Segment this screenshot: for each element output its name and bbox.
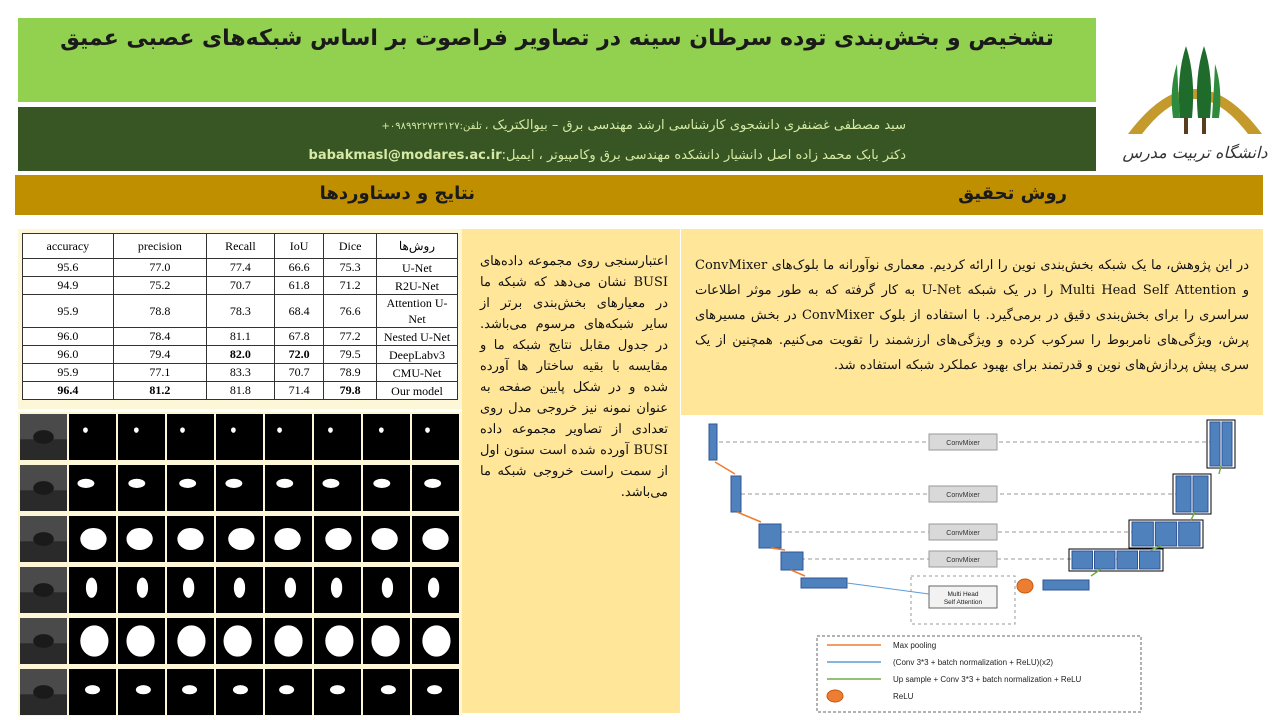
- metric-cell: 79.5: [324, 346, 377, 364]
- conv-arrow: [847, 583, 929, 594]
- metric-cell: 81.1: [206, 328, 274, 346]
- university-logo: [1120, 24, 1270, 170]
- decoder-block: [1210, 422, 1220, 466]
- decoder-block: [1132, 522, 1153, 546]
- method-name-cell: CMU-Net: [377, 364, 458, 382]
- segmentation-mask: [69, 618, 116, 664]
- segmentation-mask: [265, 516, 312, 562]
- segmentation-mask: [118, 669, 165, 715]
- table-header-row: [23, 234, 458, 259]
- segmentation-mask: [265, 618, 312, 664]
- segmentation-mask: [314, 567, 361, 613]
- segmentation-samples-grid: [18, 412, 462, 716]
- decoder-block: [1095, 551, 1116, 569]
- segmentation-mask: [69, 669, 116, 715]
- segmentation-mask: [412, 465, 459, 511]
- metric-cell: 79.4: [113, 346, 206, 364]
- legend-label: (Conv 3*3 + batch normalization + ReLU)(x2): [893, 658, 1054, 667]
- section-header-bar: [15, 175, 1263, 215]
- maxpool-arrow: [715, 462, 735, 474]
- metric-cell: 76.6: [324, 295, 377, 328]
- segmentation-mask: [118, 618, 165, 664]
- decoder-block: [1222, 422, 1232, 466]
- convmixer-label: ConvMixer: [946, 492, 980, 499]
- metric-cell: 77.2: [324, 328, 377, 346]
- author1-phone: ، تلفن:۰۹۸۹۹۲۲۷۲۳۱۲۷+: [381, 121, 489, 132]
- metric-cell: 77.1: [113, 364, 206, 382]
- metric-cell: 70.7: [274, 364, 323, 382]
- architecture-diagram: [681, 416, 1263, 716]
- metric-cell: 66.6: [274, 259, 323, 277]
- decoder-block: [1043, 580, 1089, 590]
- method-paragraph: در این پژوهش، ما یک شبکه بخش‌بندی نوین را ارائه کردیم. معماری نوآورانه ما بلوک‌های ConvMixer و Multi Head Self Attention را در یک شبکه U-Net به کار گرفته که به طور موثر اطلاعات سراسری را برای بخش‌بندی دقیق در برمی‌گیرد. با استفاده از بلوک ConvMixer در بخش مسیرهای پرش، ویژگی‌های نامربوط را سرکوب کرده و ویژگی‌های ارزشمند را تقویت می‌کنیم. همچنین از یک سری پیش پردازش‌های نوین و قدرتمند برای بهبود عملکرد شبکه استفاده شد.: [695, 258, 1249, 373]
- results-table: [22, 233, 458, 400]
- segmentation-mask: [363, 414, 410, 460]
- metric-cell: 67.8: [274, 328, 323, 346]
- convmixer-label: ConvMixer: [946, 557, 980, 564]
- segmentation-mask: [412, 414, 459, 460]
- legend-label: Max pooling: [893, 641, 937, 650]
- segmentation-mask: [216, 414, 263, 460]
- segmentation-mask: [69, 414, 116, 460]
- author1-name: سید مصطفی غضنفری دانشجوی کارشناسی ارشد مهندسی برق – بیوالکتریک: [488, 118, 906, 133]
- method-name-cell: Our model: [377, 382, 458, 400]
- table-row: [23, 328, 458, 346]
- segmentation-mask: [118, 516, 165, 562]
- metric-cell: 70.7: [206, 277, 274, 295]
- segmentation-mask: [314, 414, 361, 460]
- table-header-cell: IoU: [274, 234, 323, 259]
- metric-cell: 78.8: [113, 295, 206, 328]
- method-name-cell: Nested U-Net: [377, 328, 458, 346]
- segmentation-mask: [412, 516, 459, 562]
- legend-label: Up sample + Conv 3*3 + batch normalization + ReLU: [893, 675, 1082, 684]
- mhsa-label-2: Self Attention: [943, 599, 983, 606]
- segmentation-mask: [412, 669, 459, 715]
- decoder-block: [1072, 551, 1093, 569]
- method-name-cell: DeepLabv3: [377, 346, 458, 364]
- segmentation-mask: [363, 465, 410, 511]
- segmentation-mask: [363, 516, 410, 562]
- segmentation-mask: [265, 414, 312, 460]
- segmentation-mask: [412, 618, 459, 664]
- decoder-block: [1155, 522, 1176, 546]
- table-row: [23, 295, 458, 328]
- method-name-cell: Attention U-Net: [377, 295, 458, 328]
- mhsa-label-1: Multi Head: [947, 591, 979, 598]
- encoder-block: [709, 424, 717, 460]
- encoder-block: [731, 476, 741, 512]
- table-header-cell: precision: [113, 234, 206, 259]
- ultrasound-image: [20, 669, 67, 715]
- ultrasound-image: [20, 567, 67, 613]
- segmentation-mask: [167, 465, 214, 511]
- segmentation-mask: [412, 567, 459, 613]
- convmixer-label: ConvMixer: [946, 440, 980, 447]
- segmentation-mask: [118, 567, 165, 613]
- metric-cell: 71.2: [324, 277, 377, 295]
- upsample-arrow: [1191, 512, 1195, 520]
- metric-cell: 96.0: [23, 328, 114, 346]
- metric-cell: 77.4: [206, 259, 274, 277]
- results-table-container: [18, 229, 462, 409]
- metric-cell: 71.4: [274, 382, 323, 400]
- segmentation-mask: [363, 669, 410, 715]
- maxpool-arrow: [737, 512, 761, 522]
- segmentation-mask: [265, 567, 312, 613]
- authors-banner: [18, 107, 1096, 171]
- table-row: [23, 346, 458, 364]
- author-line-1: [381, 118, 906, 133]
- method-box: [681, 229, 1263, 415]
- table-row: [23, 382, 458, 400]
- segmentation-mask: [314, 465, 361, 511]
- metric-cell: 82.0: [206, 346, 274, 364]
- logo-text: دانشگاه تربیت مدرس: [1122, 143, 1268, 162]
- segmentation-mask: [216, 669, 263, 715]
- metric-cell: 95.6: [23, 259, 114, 277]
- segmentation-mask: [265, 465, 312, 511]
- table-row: [23, 277, 458, 295]
- ultrasound-image: [20, 465, 67, 511]
- metric-cell: 94.9: [23, 277, 114, 295]
- legend-relu-marker: [827, 690, 843, 702]
- metric-cell: 78.3: [206, 295, 274, 328]
- metric-cell: 78.9: [324, 364, 377, 382]
- table-header-cell: Dice: [324, 234, 377, 259]
- metric-cell: 78.4: [113, 328, 206, 346]
- metric-cell: 75.2: [113, 277, 206, 295]
- convmixer-label: ConvMixer: [946, 530, 980, 537]
- segmentation-mask: [167, 618, 214, 664]
- decoder-block: [1176, 476, 1191, 512]
- results-paragraph: اعتبارسنجی روی مجموعه داده‌های BUSI نشان می‌دهد که شبکه ما در معیارهای بخش‌بندی برتر از سایر شبکه‌های مرسوم می‌باشد. در جدول مقابل نتایج شبکه ما و مقایسه با بقیه ساختار ها آورده شده و در شکل پایین صفحه به عنوان نمونه نیز خروجی مدل روی تعدادی از تصاویر مجموعه داده BUSI آورده شده است ستون اول از سمت راست خروجی شبکه ما می‌باشد.: [480, 254, 668, 500]
- maxpool-arrow: [791, 570, 805, 576]
- title-banner: [18, 18, 1096, 102]
- table-header-cell: روش‌ها: [377, 234, 458, 259]
- segmentation-mask: [118, 414, 165, 460]
- ultrasound-image: [20, 414, 67, 460]
- upsample-arrow: [1091, 569, 1101, 576]
- table-header-cell: Recall: [206, 234, 274, 259]
- segmentation-mask: [167, 567, 214, 613]
- segmentation-mask: [265, 669, 312, 715]
- method-heading: روش تحقیق: [958, 183, 1067, 204]
- legend-label: ReLU: [893, 692, 914, 701]
- segmentation-mask: [69, 516, 116, 562]
- segmentation-mask: [167, 516, 214, 562]
- segmentation-mask: [216, 618, 263, 664]
- segmentation-mask: [314, 618, 361, 664]
- table-header-cell: accuracy: [23, 234, 114, 259]
- segmentation-mask: [216, 516, 263, 562]
- segmentation-mask: [363, 567, 410, 613]
- method-name-cell: R2U-Net: [377, 277, 458, 295]
- decoder-block: [1140, 551, 1161, 569]
- ultrasound-image: [20, 516, 67, 562]
- legend-box: [817, 636, 1141, 712]
- table-row: [23, 364, 458, 382]
- metric-cell: 83.3: [206, 364, 274, 382]
- metric-cell: 72.0: [274, 346, 323, 364]
- metric-cell: 77.0: [113, 259, 206, 277]
- metric-cell: 79.8: [324, 382, 377, 400]
- maxpool-arrow: [771, 548, 785, 550]
- segmentation-mask: [69, 567, 116, 613]
- metric-cell: 81.2: [113, 382, 206, 400]
- segmentation-mask: [216, 567, 263, 613]
- encoder-block: [759, 524, 781, 548]
- segmentation-mask: [314, 516, 361, 562]
- decoder-block: [1179, 522, 1200, 546]
- metric-cell: 81.8: [206, 382, 274, 400]
- results-box: [462, 229, 680, 713]
- metric-cell: 75.3: [324, 259, 377, 277]
- ultrasound-image: [20, 618, 67, 664]
- segmentation-mask: [216, 465, 263, 511]
- metric-cell: 95.9: [23, 364, 114, 382]
- segmentation-mask: [363, 618, 410, 664]
- table-row: [23, 259, 458, 277]
- segmentation-mask: [314, 669, 361, 715]
- metric-cell: 95.9: [23, 295, 114, 328]
- encoder-block: [781, 552, 803, 570]
- decoder-block: [1193, 476, 1208, 512]
- metric-cell: 68.4: [274, 295, 323, 328]
- author2-email[interactable]: babakmasl@modares.ac.ir: [308, 148, 502, 163]
- segmentation-mask: [118, 465, 165, 511]
- poster-title: تشخیص و بخش‌بندی توده سرطان سینه در تصاویر فراصوت بر اساس شبکه‌های عصبی عمیق: [60, 26, 1054, 51]
- method-name-cell: U-Net: [377, 259, 458, 277]
- upsample-arrow: [1219, 466, 1221, 474]
- results-heading: نتایج و دستاوردها: [319, 183, 475, 204]
- author-line-2: [309, 148, 906, 163]
- encoder-block: [801, 578, 847, 588]
- segmentation-mask: [69, 465, 116, 511]
- segmentation-mask: [167, 669, 214, 715]
- metric-cell: 61.8: [274, 277, 323, 295]
- author2-name: دکتر بابک محمد زاده اصل دانشیار دانشکده مهندسی برق وکامپیوتر ، ایمیل:: [501, 148, 906, 163]
- metric-cell: 96.0: [23, 346, 114, 364]
- relu-node: [1017, 579, 1033, 593]
- decoder-block: [1117, 551, 1138, 569]
- metric-cell: 96.4: [23, 382, 114, 400]
- segmentation-mask: [167, 414, 214, 460]
